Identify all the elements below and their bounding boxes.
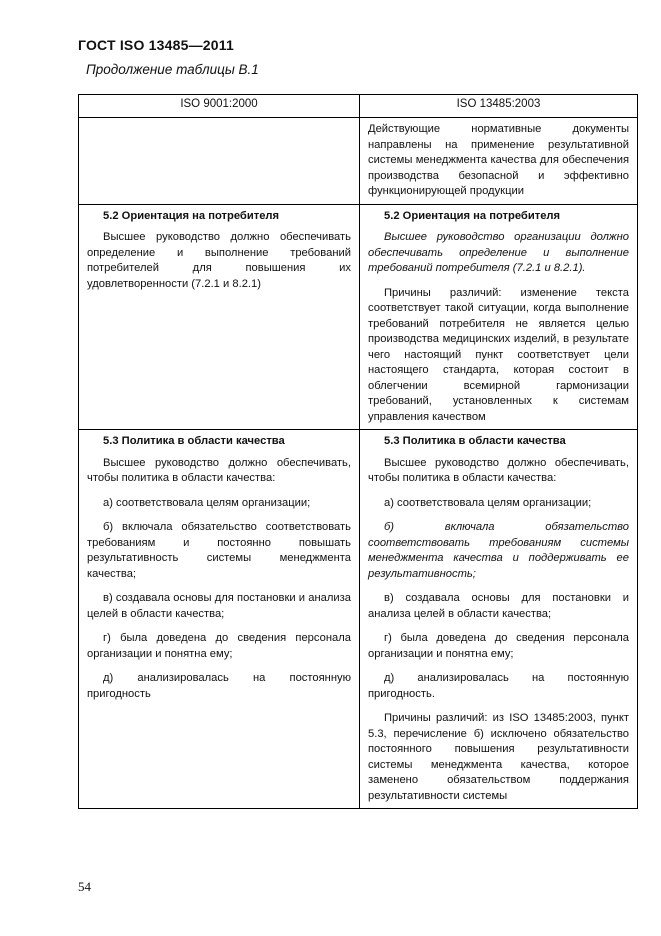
section-heading: 5.2 Ориентация на потребителя [103, 209, 280, 222]
table-row [79, 430, 638, 809]
list-item: д) анализировалась на постоянную пригодность. [368, 672, 629, 700]
column-header-iso13485: ISO 13485:2003 [360, 95, 638, 118]
cell-right [360, 118, 638, 205]
cell-right [360, 430, 638, 809]
paragraph: Высшее руководство должно обеспечивать определение и выполнение требований потребителей для повышения их удовлетворенности (7.2.1 и 8.2.1) [87, 231, 351, 290]
list-item: в) создавала основы для постановки и анализа целей в области качества; [87, 592, 351, 620]
cell-left [79, 430, 360, 809]
paragraph: Высшее руководство должно обеспечивать, чтобы политика в области качества: [368, 456, 629, 484]
paragraph: Действующие нормативные документы направлены на применение результативной системы менеджмента качества для обеспечения производства безопасной и эффективно функционирующей продукции [368, 123, 629, 197]
paragraph-italic: Высшее руководство организации должно обеспечивать определение и выполнение требований потребителя (7.2.1 и 8.2.1). [368, 231, 629, 274]
list-item: г) была доведена до сведения персонала организации и понятна ему; [87, 632, 351, 660]
section-heading: 5.3 Политика в области качества [384, 435, 566, 447]
table-row [79, 204, 638, 430]
list-item: б) включала обязательство соответствовать требованиям и постоянно повышать результативность системы менеджмента качества; [87, 521, 351, 580]
paragraph: Причины различий: изменение текста соответствует такой ситуации, когда выполнение требований потребителя не является целью производства медицинских изделий, в результате чего настоящий пункт соответствует цели настоящего стандарта, которая состоит в облегчении всемирной гармонизации требований, установленных к системам управления качеством [368, 286, 629, 423]
list-item: а) соответствовала целям организации; [384, 496, 592, 509]
table-row [79, 118, 638, 205]
paragraph: Причины различий: из ISO 13485:2003, пункт 5.3, перечисление б) исключено обязательство постоянного повышения результативности системы менеджмента качества, которое заменено обязательством поддержания результативности системы [368, 712, 629, 802]
table-header-row [79, 95, 638, 118]
standard-title: ГОСТ ISO 13485—2011 [78, 37, 234, 53]
column-header-iso9001: ISO 9001:2000 [79, 95, 360, 118]
page-number: 54 [78, 879, 91, 894]
paragraph: Высшее руководство должно обеспечивать, чтобы политика в области качества: [87, 456, 351, 484]
list-item: г) была доведена до сведения персонала организации и понятна ему; [368, 632, 629, 660]
list-item: а) соответствовала целям организации; [103, 496, 311, 509]
list-item: в) создавала основы для постановки и анализа целей в области качества; [368, 592, 629, 620]
section-heading: 5.3 Политика в области качества [103, 435, 285, 447]
cell-left [79, 204, 360, 430]
section-heading: 5.2 Ориентация на потребителя [384, 209, 561, 222]
cell-empty [79, 118, 360, 205]
list-item: д) анализировалась на постоянную пригодность [87, 672, 351, 700]
list-item-italic: б) включала обязательство соответствовать требованиям системы менеджмента качества и поддерживать ее результативность; [368, 521, 629, 580]
cell-right [360, 204, 638, 430]
comparison-table [78, 94, 638, 809]
table-continuation-caption: Продолжение таблицы В.1 [86, 62, 259, 77]
